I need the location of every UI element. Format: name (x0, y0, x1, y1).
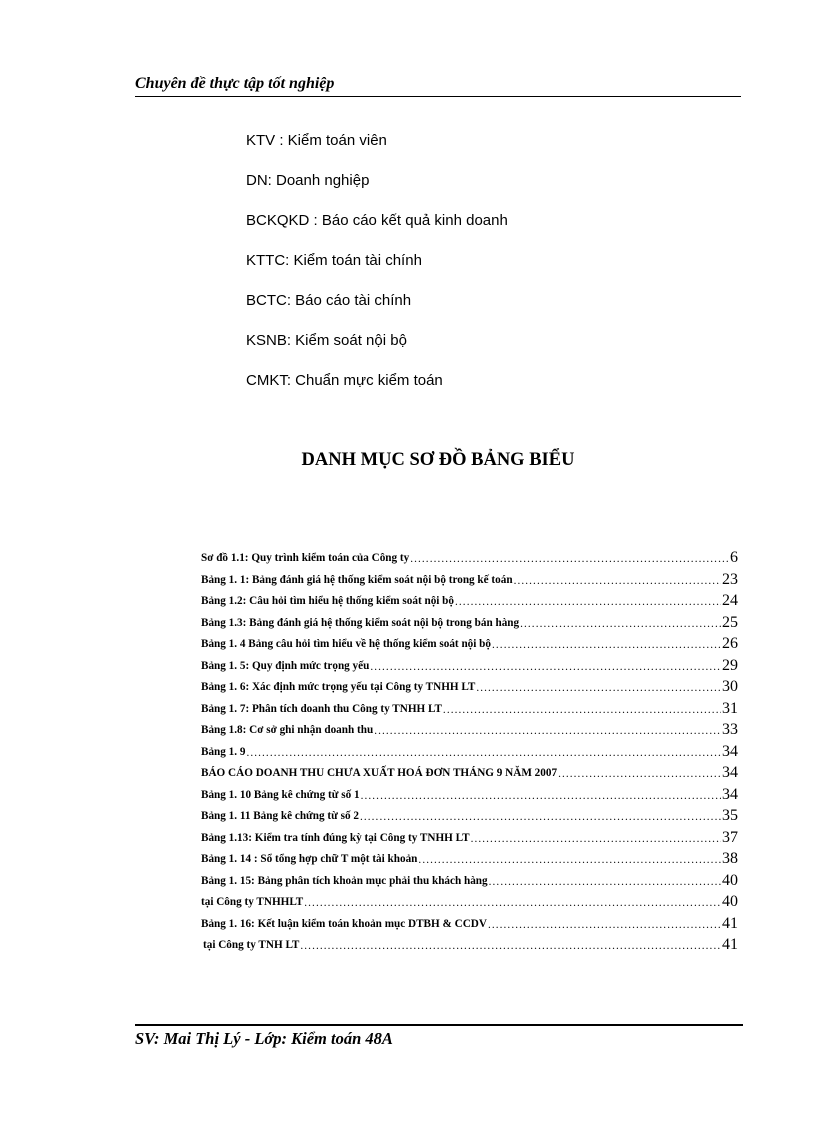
toc-entry-label: tại Công ty TNH LT (203, 939, 300, 951)
toc-entry-page: 41 (722, 936, 738, 953)
toc-leader-dots (488, 919, 721, 933)
toc-entry[interactable] (201, 635, 738, 653)
toc-leader-dots (558, 768, 721, 782)
toc-entry-page: 41 (722, 914, 738, 932)
toc-leader-dots (471, 833, 721, 847)
toc-leader-dots (360, 811, 721, 825)
toc-entry-label: Bảng 1. 4 Bảng câu hỏi tìm hiểu về hệ thống kiểm soát nội bộ (201, 638, 491, 650)
toc-entry[interactable] (201, 829, 738, 847)
toc-entry[interactable] (201, 549, 738, 567)
toc-entry-page: 29 (722, 656, 738, 674)
toc-entry[interactable] (201, 592, 738, 610)
toc-leader-dots (246, 747, 721, 761)
toc-leader-dots (520, 618, 721, 632)
toc-entry[interactable] (201, 678, 738, 696)
toc-entry-label: Bảng 1.3: Bảng đánh giá hệ thống kiểm soát nội bộ trong bán hàng (201, 616, 520, 629)
toc-entry-label: Bảng 1. 14 : Sổ tổng hợp chữ T một tài khoản (201, 853, 418, 865)
toc-entry-page: 26 (722, 635, 738, 652)
toc-entry[interactable] (201, 850, 738, 868)
toc-leader-dots (300, 940, 721, 954)
toc-entry-page: 30 (722, 678, 738, 695)
toc-entry-page: 35 (722, 807, 738, 824)
toc-entry[interactable] (201, 936, 738, 954)
toc-entry-label: Bảng 1. 15: Bảng phân tích khoản mục phải thu khách hàng (201, 874, 488, 887)
toc-entry-label: Bảng 1. 16: Kết luận kiểm toán khoản mục DTBH & CCDV (201, 917, 487, 930)
toc-leader-dots (374, 725, 721, 739)
abbreviation-item: KSNB: Kiểm soát nội bộ (246, 332, 407, 349)
toc-leader-dots (476, 682, 721, 696)
toc-leader-dots (443, 704, 721, 718)
toc-entry[interactable] (201, 807, 738, 825)
toc-leader-dots (418, 854, 721, 868)
toc-entry-label: BÁO CÁO DOANH THU CHƯA XUẤT HOÁ ĐƠN THÁNG 9 NĂM 2007 (201, 767, 558, 779)
toc-entry-label: Bảng 1.13: Kiểm tra tính đúng kỳ tại Công ty TNHH LT (201, 831, 470, 844)
toc-entry[interactable] (201, 721, 738, 739)
toc-entry-page: 38 (722, 850, 738, 867)
toc-leader-dots (514, 575, 721, 589)
toc-entry[interactable] (201, 915, 738, 933)
toc-entry[interactable] (201, 657, 738, 675)
abbreviation-item: KTTC: Kiểm toán tài chính (246, 252, 422, 269)
toc-leader-dots (304, 897, 721, 911)
toc-entry-page: 34 (722, 742, 738, 760)
abbreviation-item: BCKQKD : Báo cáo kết quả kinh doanh (246, 212, 508, 229)
toc-entry-page: 40 (722, 871, 738, 889)
toc-entry[interactable] (201, 571, 738, 589)
section-title: DANH MỤC SƠ ĐỒ BẢNG BIỂU (301, 450, 575, 470)
toc-leader-dots (410, 553, 729, 567)
toc-entry-page: 34 (722, 785, 738, 803)
toc-entry[interactable] (201, 872, 738, 890)
toc-entry-page: 37 (722, 828, 738, 846)
toc-entry[interactable] (201, 700, 738, 718)
toc-entry-label: tại Công ty TNHHLT (201, 896, 304, 908)
toc-entry[interactable] (201, 786, 738, 804)
page-footer: SV: Mai Thị Lý - Lớp: Kiểm toán 48A (135, 1024, 743, 1049)
toc-entry-page: 25 (722, 613, 738, 631)
toc-entry-label: Bảng 1. 7: Phân tích doanh thu Công ty TNHH LT (201, 702, 442, 715)
toc-entry-page: 40 (722, 893, 738, 910)
toc-entry[interactable] (201, 743, 738, 761)
toc-entry-page: 33 (722, 721, 738, 738)
toc-entry-page: 6 (730, 549, 738, 566)
abbreviation-item: CMKT: Chuẩn mực kiểm toán (246, 372, 443, 389)
toc-leader-dots (492, 639, 721, 653)
toc-entry-label: Bảng 1. 5: Quy định mức trọng yếu (201, 659, 370, 672)
toc-leader-dots (489, 876, 721, 890)
toc-leader-dots (370, 661, 721, 675)
abbreviation-item: DN: Doanh nghiệp (246, 172, 370, 189)
toc-entry[interactable] (201, 764, 738, 782)
toc-entry[interactable] (201, 893, 738, 911)
toc-entry-label: Bảng 1. 1: Bảng đánh giá hệ thống kiểm soát nội bộ trong kế toán (201, 573, 513, 586)
toc-leader-dots (361, 790, 721, 804)
toc-entry-label: Bảng 1. 10 Bảng kê chứng từ số 1 (201, 788, 360, 801)
toc-entry-page: 24 (722, 592, 738, 609)
toc-entry-page: 31 (722, 699, 738, 717)
toc-leader-dots (455, 596, 721, 610)
abbreviation-item: KTV : Kiểm toán viên (246, 132, 387, 149)
toc-entry-label: Bảng 1. 11 Bảng kê chứng từ số 2 (201, 810, 359, 822)
page-header: Chuyên đề thực tập tốt nghiệp (135, 74, 741, 97)
abbreviation-item: BCTC: Báo cáo tài chính (246, 292, 412, 309)
toc-entry-label: Sơ đồ 1.1: Quy trình kiểm toán của Công ty (201, 552, 410, 564)
toc-entry-label: Bảng 1. 9 (201, 745, 246, 758)
toc-entry-label: Bảng 1.8: Cơ sở ghi nhận doanh thu (201, 724, 374, 736)
toc-entry-page: 23 (722, 570, 738, 588)
toc-entry-label: Bảng 1.2: Câu hỏi tìm hiểu hệ thống kiểm soát nội bộ (201, 595, 455, 607)
toc-entry[interactable] (201, 614, 738, 632)
toc-entry-page: 34 (722, 764, 738, 781)
toc-entry-label: Bảng 1. 6: Xác định mức trọng yếu tại Công ty TNHH LT (201, 681, 476, 693)
